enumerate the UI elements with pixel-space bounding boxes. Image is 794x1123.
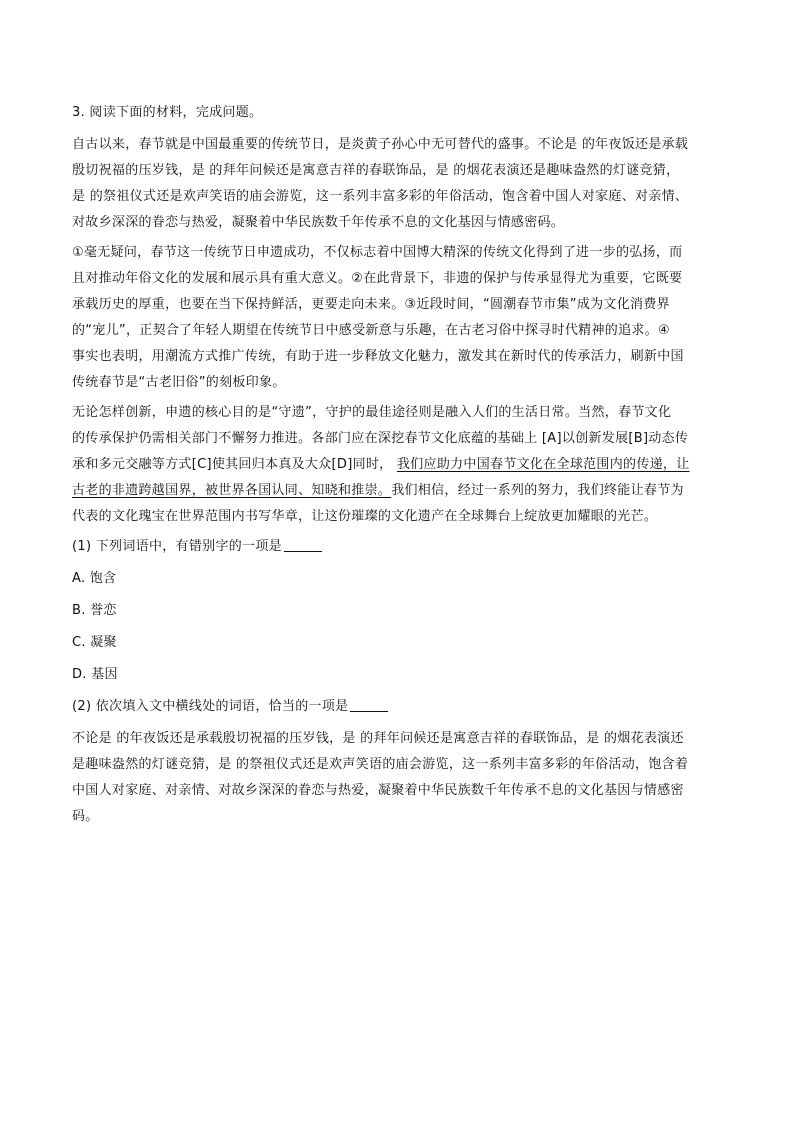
sub-question-2 [72, 694, 722, 720]
paragraph-line: 承载历史的厚重，也要在当下保持鲜活，更要走向未来。③近段时间，“圆潮春节市集”成为文化消费界 [72, 297, 670, 312]
sub-question-2-text: (2) 依次填入文中横线处的词语，恰当的一项是 [72, 699, 349, 714]
sub-question-1-text: (1) 下列词语中，有错别字的一项是 [72, 539, 282, 554]
paragraph-line: 无论怎样创新，申遗的核心目的是“守遗”，守护的最佳途径则是融入人们的生活日常。当然，春节文化 [72, 405, 672, 420]
passage-paragraph-3 [72, 400, 722, 530]
paragraph-line: ①毫无疑问，春节这一传统节日申遗成功，不仅标志着中国博大精深的传统文化得到了进一步的弘扬，而 [72, 245, 683, 260]
paragraph-line [72, 452, 722, 478]
document-page [72, 100, 722, 830]
paragraph-line [72, 478, 722, 504]
paragraph-line: 的“宠儿”，正契合了年轻人期望在传统节日中感受新意与乐趣，在古老习俗中探寻时代精神的追求。④ [72, 323, 670, 338]
answer-blank[interactable] [284, 537, 322, 552]
paragraph-line: 且对推动年俗文化的发展和展示具有重大意义。②在此背景下，非遗的保护与传承显得尤为重要，它既要 [72, 271, 683, 286]
option-b[interactable]: B. 誉恋 [72, 603, 117, 618]
option-a[interactable]: A. 饱含 [72, 571, 117, 586]
paragraph-line: 自古以来，春节就是中国最重要的传统节日，是炎黄子孙心中无可替代的盛事。不论是 的年夜饭还是承载 [72, 137, 689, 152]
paragraph-line: 是趣味盎然的灯谜竞猜，是 的祭祖仪式还是欢声笑语的庙会游览，这一系列丰富多彩的年俗活动，饱含着 [72, 757, 689, 772]
paragraph-line: 殷切祝福的压岁钱，是 的拜年问候还是寓意吉祥的春联饰品，是 的烟花表演还是趣味盎然的灯谜竞猜， [72, 163, 680, 178]
passage-paragraph-4 [72, 726, 722, 830]
paragraph-line: 对故乡深深的眷恋与热爱，凝聚着中华民族数千年传承不息的文化基因与情感密码。 [72, 215, 565, 230]
paragraph-line: 是 的祭祖仪式还是欢声笑语的庙会游览，这一系列丰富多彩的年俗活动，饱含着中国人对家庭、对亲情、 [72, 189, 689, 204]
paragraph-line: 事实也表明，用潮流方式推广传统，有助于进一步释放文化魅力，激发其在新时代的传承活力，刷新中国 [72, 349, 684, 364]
paragraph-line: 码。 [72, 809, 99, 824]
passage-paragraph-2 [72, 240, 722, 396]
option-c[interactable]: C. 凝聚 [72, 635, 117, 650]
option-d[interactable]: D. 基因 [72, 667, 118, 682]
paragraph-line: 不论是 的年夜饭还是承载殷切祝福的压岁钱，是 的拜年问候还是寓意吉祥的春联饰品，是 的烟花表演还 [72, 731, 684, 746]
underlined-sentence: 古老的非遗跨越国界，被世界各国认同、知晓和推崇。 [72, 483, 392, 498]
sub-question-1 [72, 534, 722, 560]
paragraph-line: 代表的文化瑰宝在世界范围内书写华章，让这份璀璨的文化遗产在全球舞台上绽放更加耀眼的光芒。 [72, 509, 658, 524]
paragraph-line: 中国人对家庭、对亲情、对故乡深深的眷恋与热爱，凝聚着中华民族数千年传承不息的文化基因与情感密 [72, 783, 684, 798]
paragraph-line: 的传承保护仍需相关部门不懈努力推进。各部门应在深挖春节文化底蕴的基础上 [A]以创新发展[B]动态传 [72, 431, 689, 446]
answer-blank[interactable] [350, 697, 388, 712]
question-title: 3. 阅读下面的材料，完成问题。 [72, 105, 263, 120]
paragraph-text: 我们相信，经过一系列的努力，我们终能让春节为 [391, 483, 684, 498]
paragraph-text: 承和多元交融等方式[C]使其回归本真及大众[D]同时， [72, 457, 393, 472]
underlined-sentence: 我们应助力中国春节文化在全球范围内的传递，让 [396, 457, 690, 472]
paragraph-line: 传统春节是“古老旧俗”的刻板印象。 [72, 375, 286, 390]
passage-paragraph-1 [72, 132, 722, 236]
